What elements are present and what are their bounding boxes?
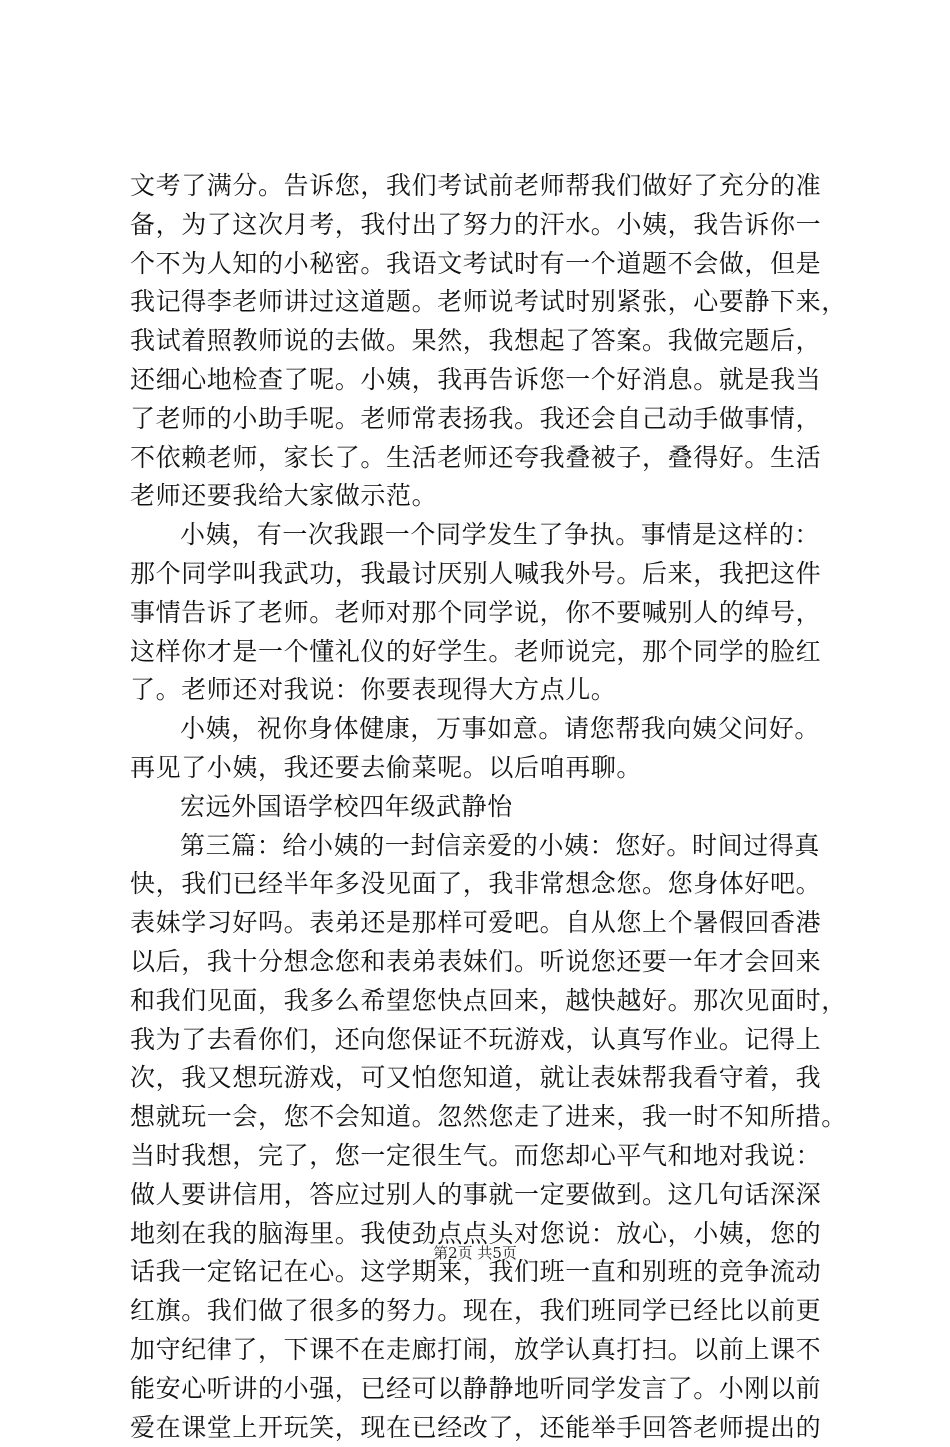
page-number-footer: 第2页 共5页 <box>0 1243 950 1263</box>
text-line: 快，我们已经半年多没见面了，我非常想念您。您身体好吧。 <box>130 865 830 904</box>
text-line: 老师还要我给大家做示范。 <box>130 477 830 516</box>
text-line: 次，我又想玩游戏，可又怕您知道，就让表妹帮我看守着，我 <box>130 1059 830 1098</box>
paragraph-start-line: 小姨，有一次我跟一个同学发生了争执。事情是这样的： <box>130 516 830 555</box>
text-line: 想就玩一会，您不会知道。忽然您走了进来，我一时不知所措。 <box>130 1098 830 1137</box>
text-line: 爱在课堂上开玩笑，现在已经改了，还能举手回答老师提出的 <box>130 1409 830 1447</box>
text-line: 当时我想，完了，您一定很生气。而您却心平气和地对我说： <box>130 1137 830 1176</box>
text-line: 地刻在我的脑海里。我使劲点点头对您说：放心，小姨，您的 <box>130 1215 830 1254</box>
text-line: 了老师的小助手呢。老师常表扬我。我还会自己动手做事情， <box>130 400 830 439</box>
signature-line: 宏远外国语学校四年级武静怡 <box>130 788 830 827</box>
text-line: 和我们见面，我多么希望您快点回来，越快越好。那次见面时， <box>130 982 830 1021</box>
text-line: 我为了去看你们，还向您保证不玩游戏，认真写作业。记得上 <box>130 1021 830 1060</box>
text-line: 我试着照教师说的去做。果然，我想起了答案。我做完题后， <box>130 322 830 361</box>
text-line: 还细心地检查了呢。小姨，我再告诉您一个好消息。就是我当 <box>130 361 830 400</box>
text-line: 能安心听讲的小强，已经可以静静地听同学发言了。小刚以前 <box>130 1370 830 1409</box>
text-line: 表妹学习好吗。表弟还是那样可爱吧。自从您上个暑假回香港 <box>130 904 830 943</box>
text-line: 这样你才是一个懂礼仪的好学生。老师说完，那个同学的脸红 <box>130 633 830 672</box>
text-line: 我记得李老师讲过这道题。老师说考试时别紧张，心要静下来， <box>130 283 830 322</box>
text-line: 备，为了这次月考，我付出了努力的汗水。小姨，我告诉你一 <box>130 206 830 245</box>
text-line: 个不为人知的小秘密。我语文考试时有一个道题不会做，但是 <box>130 245 830 284</box>
text-line: 了。老师还对我说：你要表现得大方点儿。 <box>130 671 830 710</box>
text-line: 不依赖老师，家长了。生活老师还夸我叠被子，叠得好。生活 <box>130 439 830 478</box>
text-line: 加守纪律了，下课不在走廊打闹，放学认真打扫。以前上课不 <box>130 1331 830 1370</box>
text-line: 那个同学叫我武功，我最讨厌别人喊我外号。后来，我把这件 <box>130 555 830 594</box>
section-heading-line: 第三篇：给小姨的一封信亲爱的小姨：您好。时间过得真 <box>130 827 830 866</box>
text-line: 文考了满分。告诉您，我们考试前老师帮我们做好了充分的准 <box>130 167 830 206</box>
text-line: 再见了小姨，我还要去偷菜呢。以后咱再聊。 <box>130 749 830 788</box>
text-line: 以后，我十分想念您和表弟表妹们。听说您还要一年才会回来 <box>130 943 830 982</box>
text-line: 话我一定铭记在心。这学期来，我们班一直和别班的竞争流动 <box>130 1253 830 1292</box>
text-line: 事情告诉了老师。老师对那个同学说，你不要喊别人的绰号， <box>130 594 830 633</box>
paragraph-start-line: 小姨，祝你身体健康，万事如意。请您帮我向姨父问好。 <box>130 710 830 749</box>
text-line: 红旗。我们做了很多的努力。现在，我们班同学已经比以前更 <box>130 1292 830 1331</box>
text-line: 做人要讲信用，答应过别人的事就一定要做到。这几句话深深 <box>130 1176 830 1215</box>
